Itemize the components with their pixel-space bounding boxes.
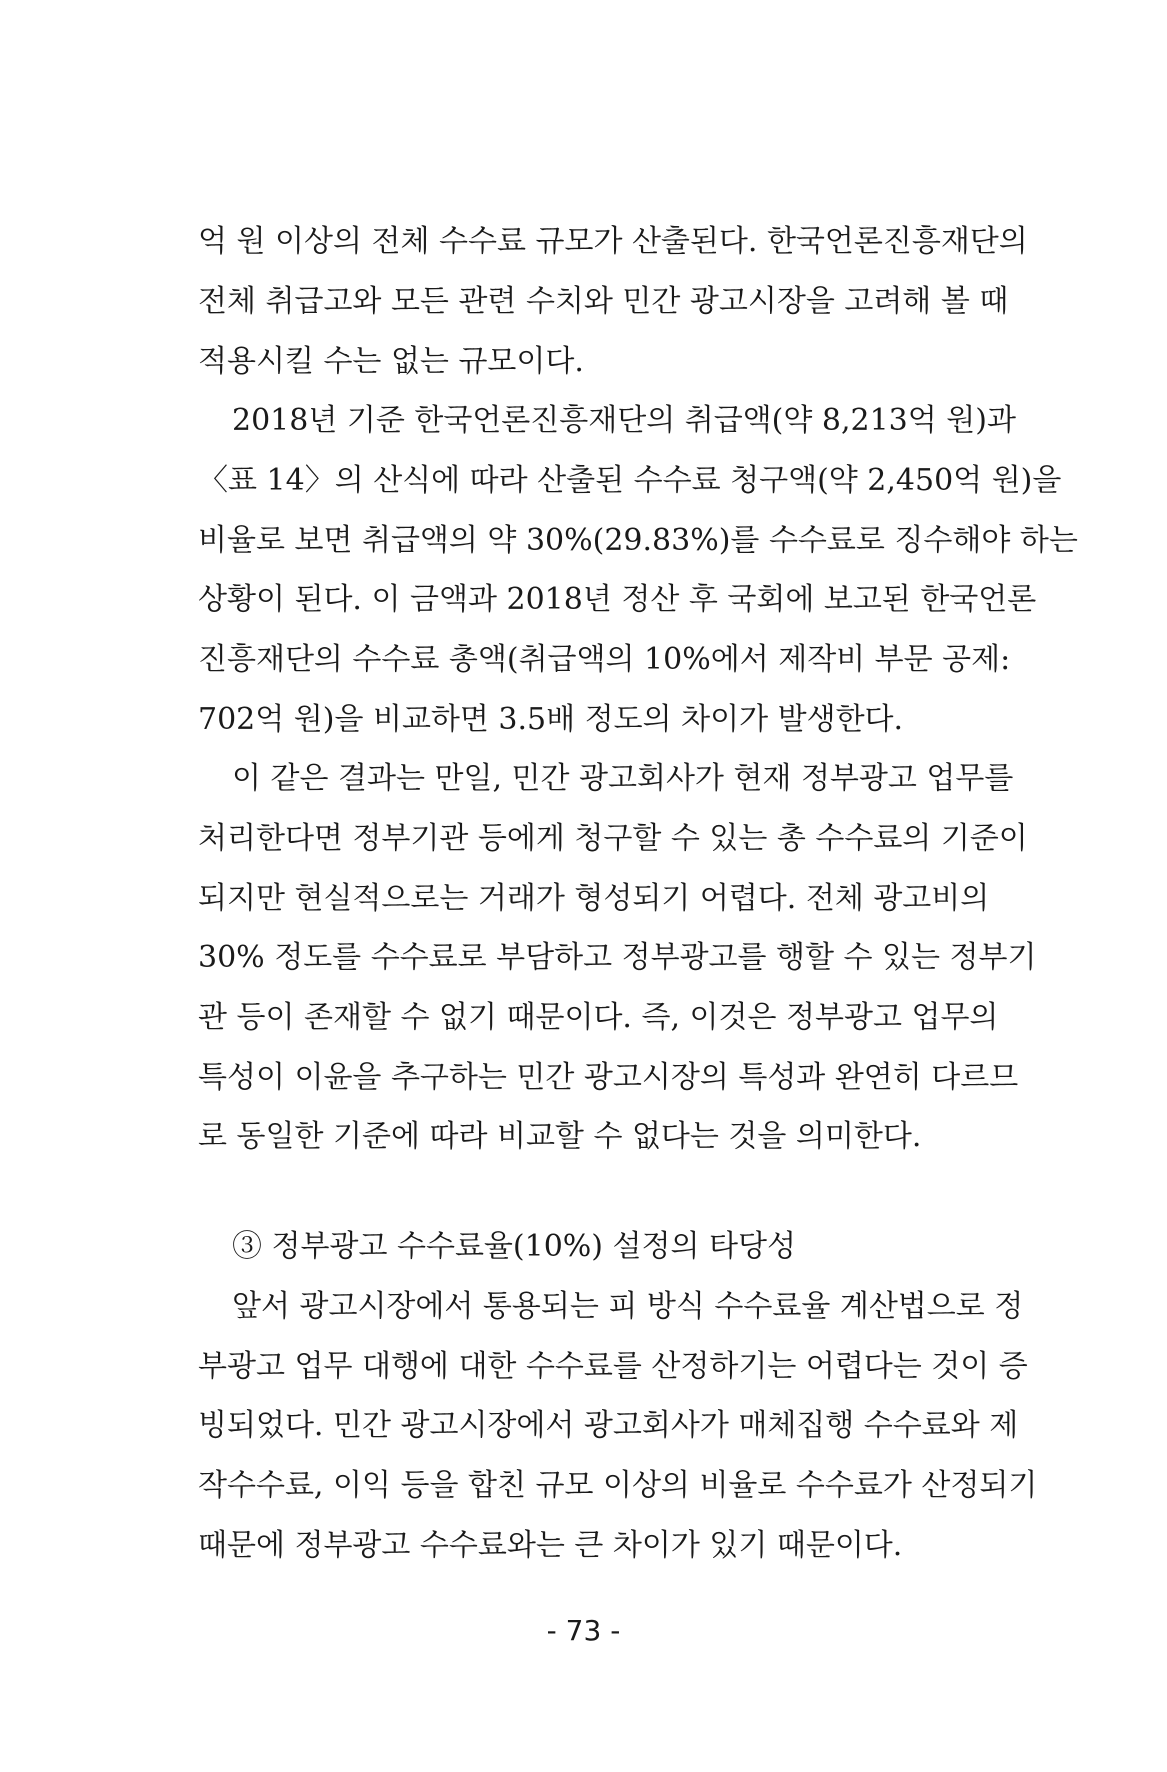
text-line: 처리한다면 정부기관 등에게 청구할 수 있는 총 수수료의 기준이 xyxy=(198,821,1028,856)
text-line: 작수수료, 이익 등을 합친 규모 이상의 비율로 수수료가 산정되기 xyxy=(198,1468,1038,1503)
text-line: 30% 정도를 수수료로 부담하고 정부광고를 행할 수 있는 정부기 xyxy=(198,940,1037,975)
text-line: 억 원 이상의 전체 수수료 규모가 산출된다. 한국언론진흥재단의 xyxy=(198,224,1028,259)
text-line: 빙되었다. 민간 광고시장에서 광고회사가 매체집행 수수료와 제 xyxy=(198,1408,1019,1443)
text-line: 이 같은 결과는 만일, 민간 광고회사가 현재 정부광고 업무를 xyxy=(232,761,1014,796)
text-line: 특성이 이윤을 추구하는 민간 광고시장의 특성과 완연히 다르므 xyxy=(198,1060,1019,1095)
text-line: 로 동일한 기준에 따라 비교할 수 없다는 것을 의미한다. xyxy=(198,1119,922,1154)
text-line: 때문에 정부광고 수수료와는 큰 차이가 있기 때문이다. xyxy=(198,1528,903,1563)
text-line: 진흥재단의 수수료 총액(취급액의 10%에서 제작비 부문 공제: xyxy=(198,642,1011,677)
text-line: 적용시킬 수는 없는 규모이다. xyxy=(198,344,584,379)
text-line: 앞서 광고시장에서 통용되는 피 방식 수수료율 계산법으로 정 xyxy=(232,1289,1024,1324)
text-line: 비율로 보면 취급액의 약 30%(29.83%)를 수수료로 징수해야 하는 xyxy=(198,523,1078,558)
text-line: 전체 취급고와 모든 관련 수치와 민간 광고시장을 고려해 볼 때 xyxy=(198,284,1009,319)
text-line: 702억 원)을 비교하면 3.5배 정도의 차이가 발생한다. xyxy=(198,702,904,737)
text-line: 되지만 현실적으로는 거래가 형성되기 어렵다. 전체 광고비의 xyxy=(198,881,990,916)
page-number: - 73 - xyxy=(546,1614,621,1647)
text-line: 부광고 업무 대행에 대한 수수료를 산정하기는 어렵다는 것이 증 xyxy=(198,1349,1028,1384)
text-line: 관 등이 존재할 수 없기 때문이다. 즉, 이것은 정부광고 업무의 xyxy=(198,1000,999,1035)
text-line: 상황이 된다. 이 금액과 2018년 정산 후 국회에 보고된 한국언론 xyxy=(198,582,1037,617)
text-line: 2018년 기준 한국언론진흥재단의 취급액(약 8,213억 원)과 xyxy=(232,403,1016,438)
section-heading: ③ 정부광고 수수료율(10%) 설정의 타당성 xyxy=(232,1229,796,1264)
text-line: 〈표 14〉의 산식에 따라 산출된 수수료 청구액(약 2,450억 원)을 xyxy=(198,463,1062,498)
